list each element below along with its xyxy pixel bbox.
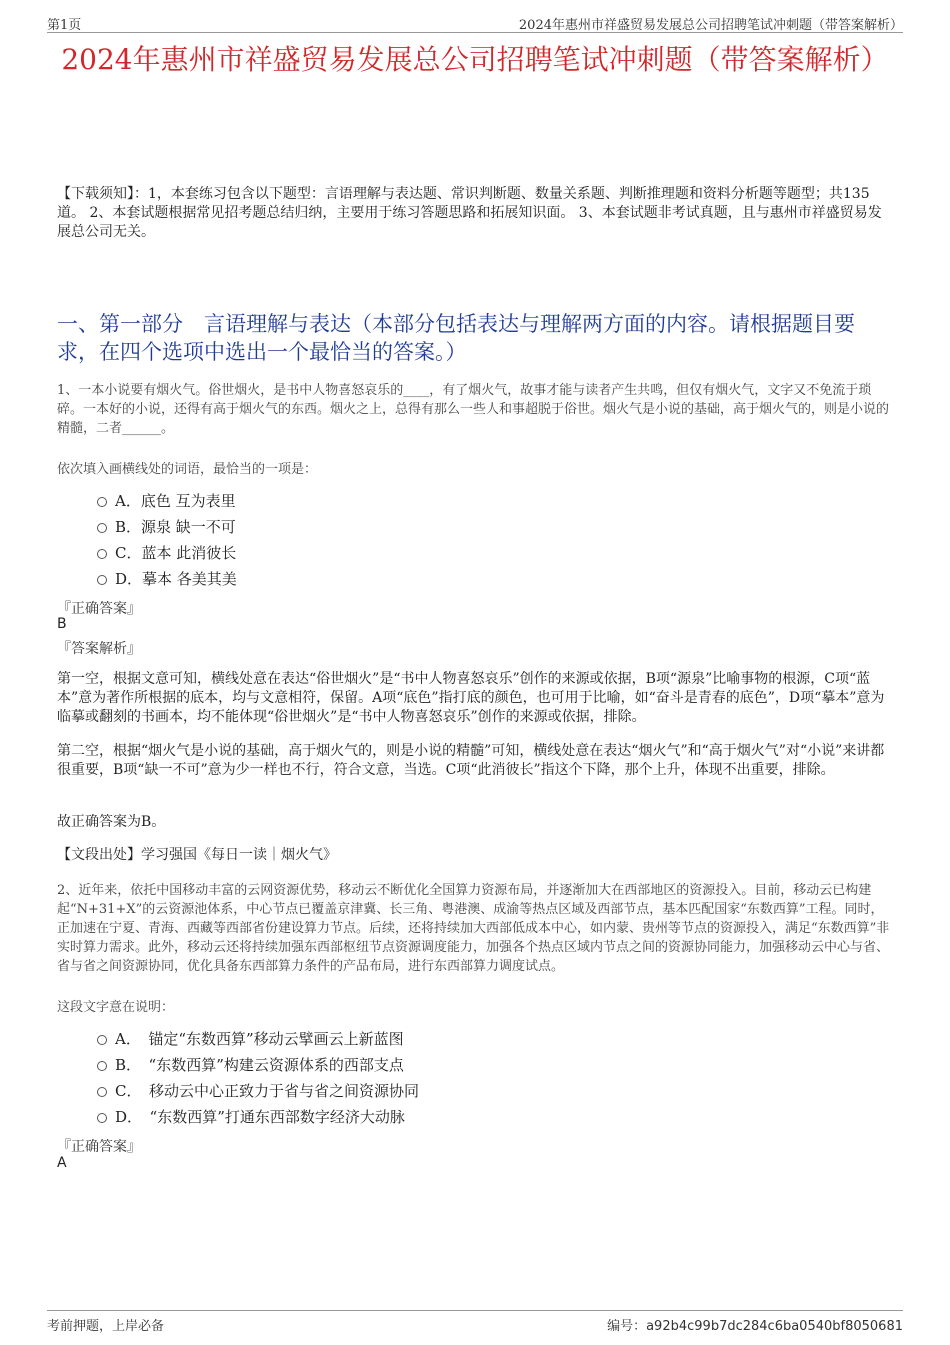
radio-icon[interactable] xyxy=(97,1035,107,1045)
radio-icon[interactable] xyxy=(97,1061,107,1071)
q2-option-c[interactable] xyxy=(97,1081,419,1101)
page-footer xyxy=(47,1310,903,1334)
option-label: D． “东数西算”打通东西部数字经济大动脉 xyxy=(115,1108,405,1126)
q1-answer: B xyxy=(57,616,67,632)
question-1-prompt: 依次填入画横线处的词语，最恰当的一项是： xyxy=(57,462,318,477)
radio-icon[interactable] xyxy=(97,549,107,559)
q2-option-d[interactable] xyxy=(97,1107,405,1127)
header-doc-title: 2024年惠州市祥盛贸易发展总公司招聘笔试冲刺题（带答案解析） xyxy=(518,18,903,33)
footer-slogan: 考前押题，上岸必备 xyxy=(47,1319,165,1334)
question-2-prompt: 这段文字意在说明： xyxy=(57,1000,175,1015)
q1-option-b[interactable] xyxy=(97,517,236,537)
q1-option-c[interactable] xyxy=(97,543,236,563)
radio-icon[interactable] xyxy=(97,523,107,533)
q2-option-b[interactable] xyxy=(97,1055,404,1075)
q1-conclusion: 故正确答案为B。 xyxy=(57,814,166,830)
q2-option-a[interactable] xyxy=(97,1029,404,1049)
question-2-stem: 2、近年来，依托中国移动丰富的云网资源优势，移动云不断优化全国算力资源布局，并逐渐加大在西部地区的资源投入。目前，移动云已构建起“N+31+X”的云资源池体系，中心节点已覆盖京津冀、长三角、粤港澳、成渝等热点区域及西部节点，基本匹配国家“东数西算”工程。同时，正加速在宁夏、青海、西藏等西部省份建设算力节点。后续，还将持续加大西部低成本中心，如内蒙、贵州等节点的资源投入，满足“东数西算”非实时算力需求。此外，移动云还将持续加强东西部枢纽节点资源调度能力，加强各个热点区域内节点之间的资源协同能力，加强移动云中心与省、省与省之间资源协同，优化具备东西部算力条件的产品布局，进行东西部算力调度试点。 xyxy=(57,883,890,974)
option-label: C．蓝本 此消彼长 xyxy=(115,544,237,562)
section-heading: 一、第一部分 言语理解与表达（本部分包括表达与理解两方面的内容。请根据题目要求，在四个选项中选出一个最恰当的答案。） xyxy=(57,312,855,364)
option-label: A． 锚定“东数西算”移动云擘画云上新蓝图 xyxy=(115,1030,404,1048)
footer-serial: 编号：a92b4c99b7dc284c6ba0540bf8050681 xyxy=(607,1319,903,1334)
radio-icon[interactable] xyxy=(97,497,107,507)
option-label: A．底色 互为表里 xyxy=(115,492,236,510)
option-label: C． 移动云中心正致力于省与省之间资源协同 xyxy=(115,1082,419,1100)
q1-option-d[interactable] xyxy=(97,569,237,589)
q1-answer-label: 『正确答案』 xyxy=(57,601,141,617)
q1-analysis-paragraph-2: 第二空，根据“烟火气是小说的基础，高于烟火气的，则是小说的精髓”可知，横线处意在表达“烟火气”和“高于烟火气”对“小说”来讲都很重要，B项“缺一不可”意为少一样也不行，符合文意，当选。C项“此消彼长”指这个下降，那个上升，体现不出重要，排除。 xyxy=(57,743,885,778)
q1-analysis-label: 『答案解析』 xyxy=(57,641,141,657)
radio-icon[interactable] xyxy=(97,575,107,585)
document-title: 2024年惠州市祥盛贸易发展总公司招聘笔试冲刺题（带答案解析） xyxy=(61,43,889,76)
download-notice: 【下载须知】：1，本套练习包含以下题型：言语理解与表达题、常识判断题、数量关系题、判断推理题和资料分析题等题型；共135道。 2、本套试题根据常见招考题总结归纳，主要用于练习答题思路和拓展知识面。 3、本套试题非考试真题，且与惠州市祥盛贸易发展总公司无关。 xyxy=(57,186,882,240)
q1-source: 【文段出处】学习强国《每日一读｜烟火气》 xyxy=(57,847,337,863)
q1-analysis-paragraph-1: 第一空，根据文意可知，横线处意在表达“俗世烟火”是“书中人物喜怒哀乐”创作的来源或依据，B项“源泉”比喻事物的根源，C项“蓝本”意为著作所根据的底本，均与文意相符，保留。A项“底色”指打底的颜色，也可用于比喻，如“奋斗是青春的底色”，D项“摹本”意为临摹或翻刻的书画本，均不能体现“俗世烟火”是“书中人物喜怒哀乐”创作的来源或依据，排除。 xyxy=(57,671,885,725)
q1-option-a[interactable] xyxy=(97,491,236,511)
option-label: B． “东数西算”构建云资源体系的西部支点 xyxy=(115,1056,404,1074)
radio-icon[interactable] xyxy=(97,1113,107,1123)
option-label: D．摹本 各美其美 xyxy=(115,570,237,588)
page-number: 第1页 xyxy=(47,18,82,33)
radio-icon[interactable] xyxy=(97,1087,107,1097)
q2-answer: A xyxy=(57,1155,67,1171)
q2-answer-label: 『正确答案』 xyxy=(57,1139,141,1155)
page-header xyxy=(47,14,903,33)
option-label: B．源泉 缺一不可 xyxy=(115,518,236,536)
question-1-stem: 1、一本小说要有烟火气。俗世烟火，是书中人物喜怒哀乐的____，有了烟火气，故事才能与读者产生共鸣，但仅有烟火气，文字又不免流于琐碎。一本好的小说，还得有高于烟火气的东西。烟火之上，总得有那么一些人和事超脱于俗世。烟火气是小说的基础，高于烟火气的，则是小说的精髓，二者______。 xyxy=(57,383,890,436)
